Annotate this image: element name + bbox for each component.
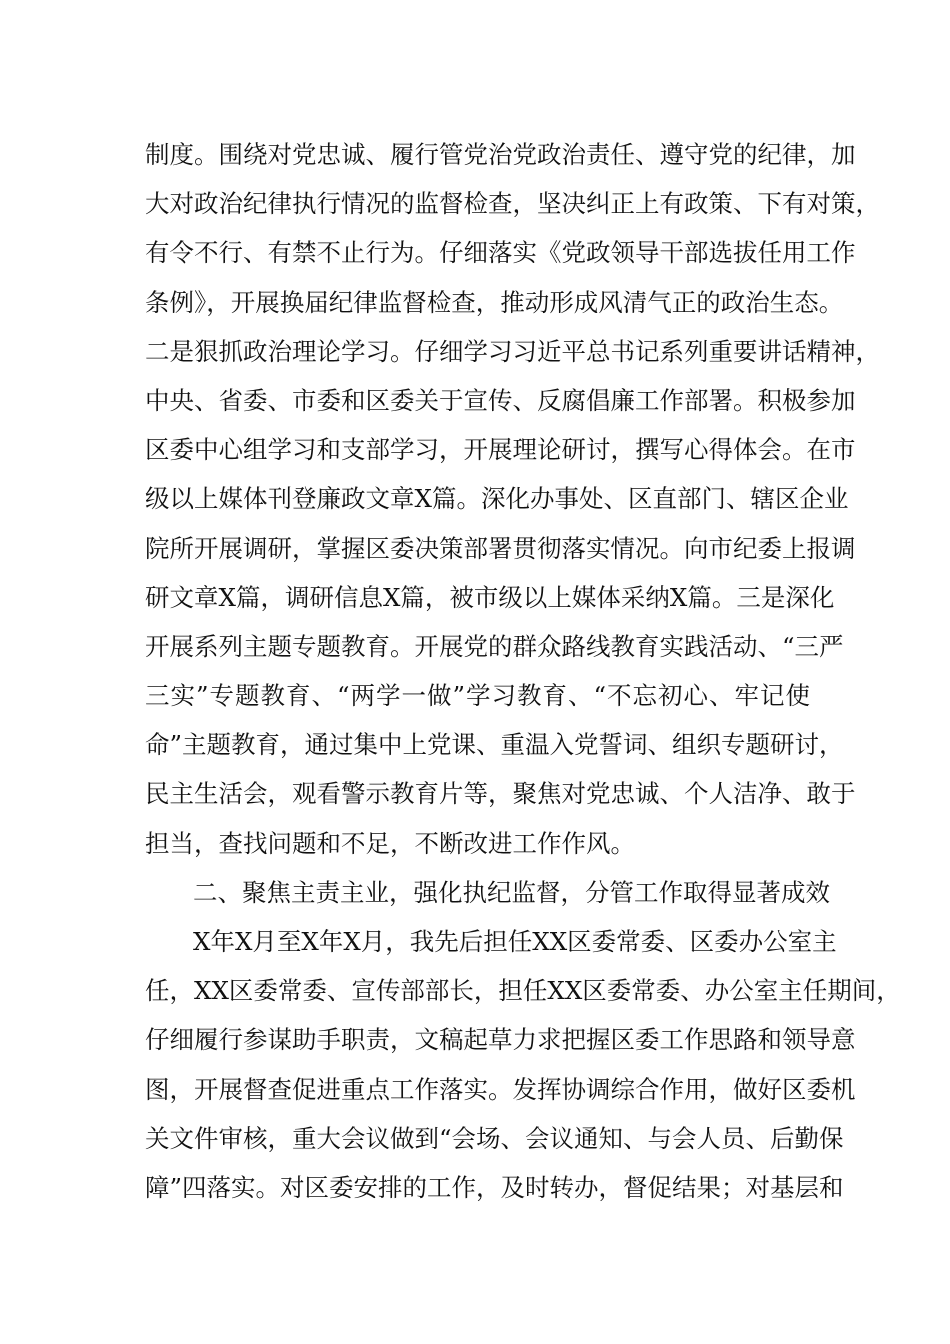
text-line: 障”四落实。对区委安排的工作，及时转办，督促结果；对基层和 [145, 1172, 844, 1202]
section-heading: 二、聚焦主责主业，强化执纪监督，分管工作取得显著成效 [193, 877, 830, 907]
text-line: 任，XX区委常委、宣传部部长，担任XX区委常委、办公室主任期间， [145, 976, 901, 1006]
text-line: 仔细履行参谋助手职责，文稿起草力求把握区委工作思路和领导意 [145, 1025, 856, 1055]
text-line: 有令不行、有禁不止行为。仔细落实《党政领导干部选拔任用工作 [145, 238, 856, 268]
text-line: 二是狠抓政治理论学习。仔细学习习近平总书记系列重要讲话精神， [145, 336, 880, 366]
text-line: 关文件审核，重大会议做到“会场、会议通知、与会人员、后勤保 [145, 1123, 844, 1153]
text-line: 开展系列主题专题教育。开展党的群众路线教育实践活动、“三严 [145, 631, 844, 661]
text-line: 大对政治纪律执行情况的监督检查，坚决纠正上有政策、下有对策， [145, 189, 880, 219]
text-line: 中央、省委、市委和区委关于宣传、反腐倡廉工作部署。积极参加 [145, 385, 856, 415]
text-line: 民主生活会，观看警示教育片等，聚焦对党忠诚、个人洁净、敢于 [145, 779, 856, 809]
text-line: 研文章X篇，调研信息X篇，被市级以上媒体采纳X篇。三是深化 [145, 582, 835, 612]
text-line: 担当，查找问题和不足，不断改进工作作风。 [145, 828, 635, 858]
text-line: 区委中心组学习和支部学习，开展理论研讨，撰写心得体会。在市 [145, 435, 856, 465]
body-text [145, 130, 901, 1212]
text-line: 级以上媒体刊登廉政文章X篇。深化办事处、区直部门、辖区企业 [145, 484, 849, 514]
text-line: 三实”专题教育、“两学一做”学习教育、“不忘初心、牢记使 [145, 681, 810, 711]
text-line: 命”主题教育，通过集中上党课、重温入党誓词、组织专题研讨， [145, 730, 844, 760]
text-line: X年X月至X年X月，我先后担任XX区委常委、区委办公室主 [193, 927, 837, 956]
text-line: 图，开展督查促进重点工作落实。发挥协调综合作用，做好区委机 [145, 1074, 856, 1104]
text-line: 院所开展调研，掌握区委决策部署贯彻落实情况。向市纪委上报调 [145, 533, 856, 563]
text-line: 制度。围绕对党忠诚、履行管党治党政治责任、遵守党的纪律，加 [145, 140, 856, 169]
text-line: 条例》，开展换届纪律监督检查，推动形成风清气正的政治生态。 [145, 287, 844, 317]
